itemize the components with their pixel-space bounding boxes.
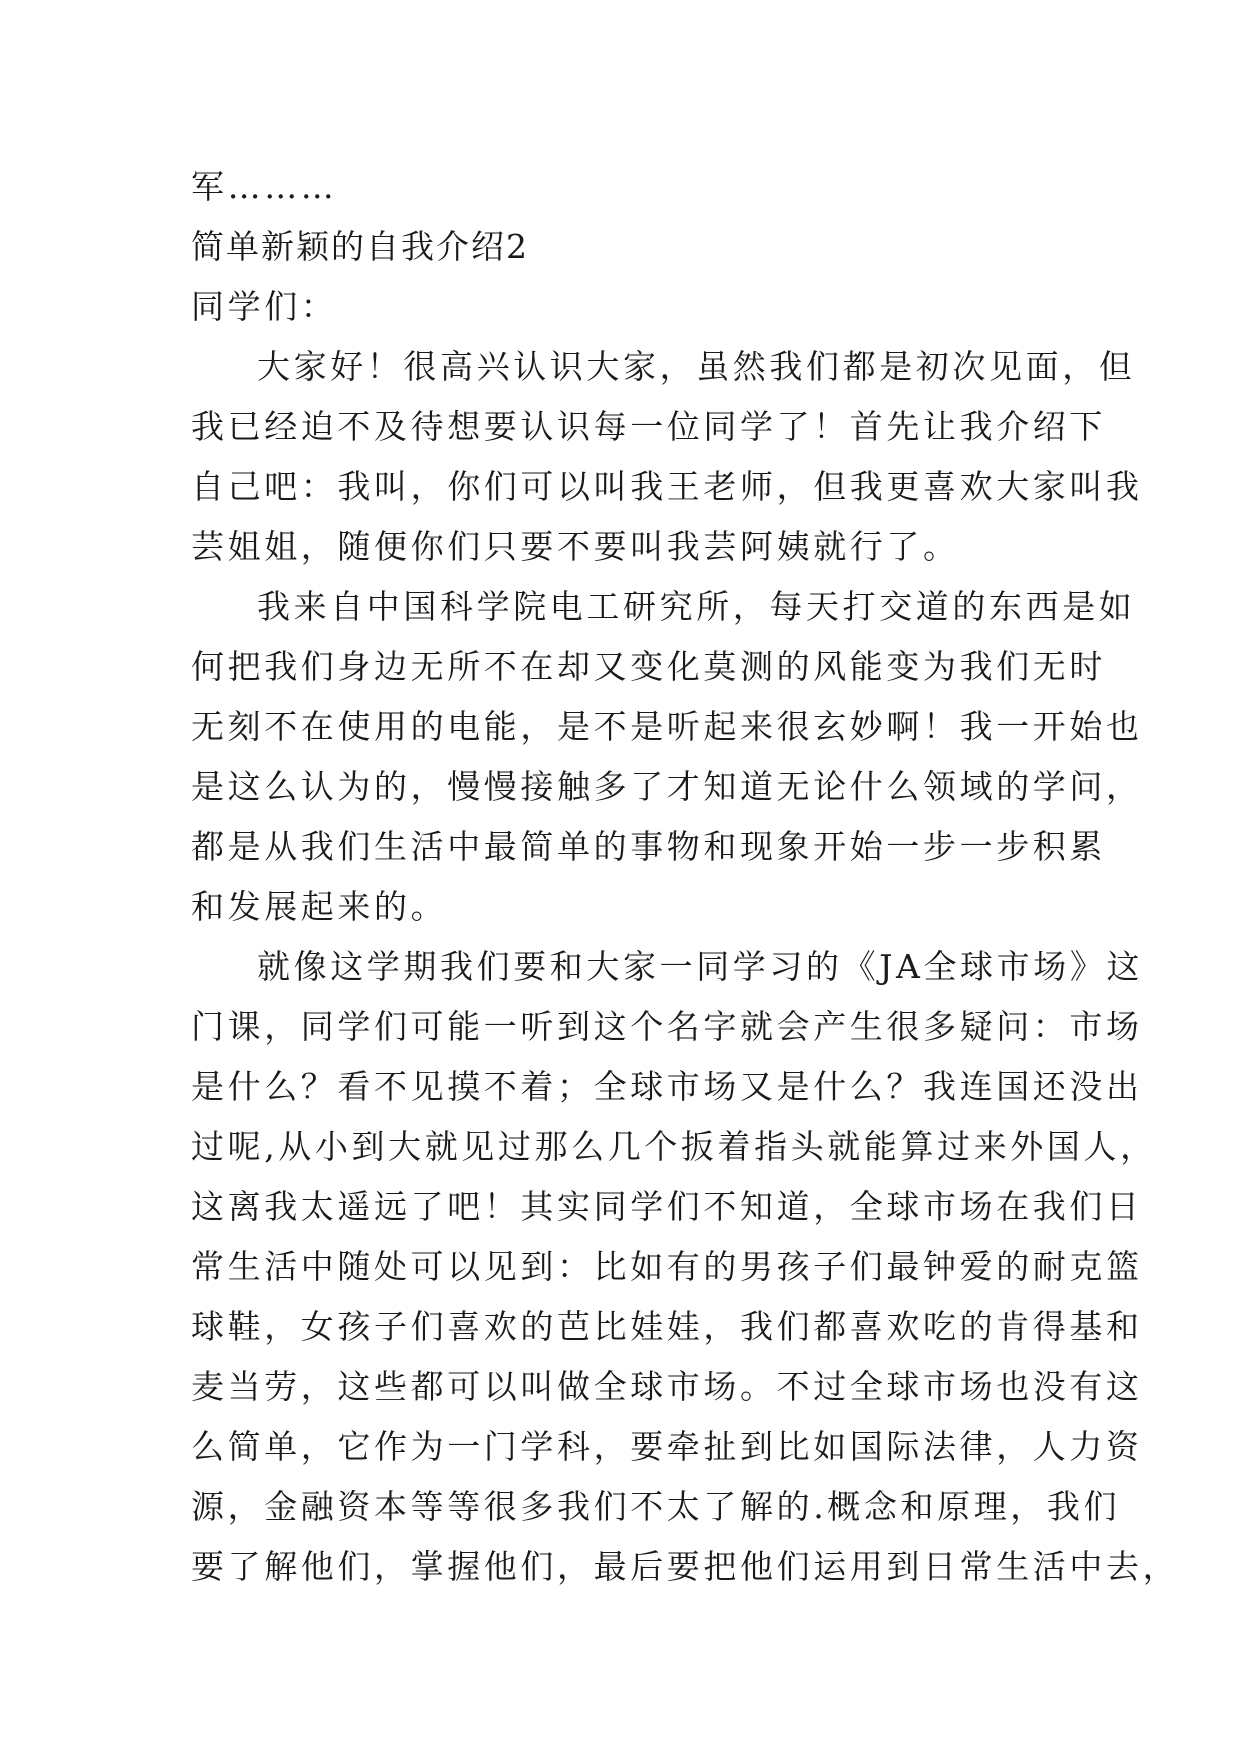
paragraph-2-line: 和发展起来的。 (191, 887, 448, 926)
paragraph-3-line: 这离我太遥远了吧！其实同学们不知道，全球市场在我们日 (191, 1187, 1143, 1226)
paragraph-3-line: 就像这学期我们要和大家一同学习的《JA全球市场》这 (257, 947, 1144, 986)
paragraph-3-line: 球鞋，女孩子们喜欢的芭比娃娃，我们都喜欢吃的肯得基和 (191, 1307, 1143, 1346)
paragraph-3-line: 要了解他们，掌握他们，最后要把他们运用到日常生活中去， (191, 1547, 1180, 1586)
paragraph-2-line: 无刻不在使用的电能，是不是听起来很玄妙啊！我一开始也 (191, 707, 1143, 746)
paragraph-3-line: 源，金融资本等等很多我们不太了解的.概念和原理，我们 (191, 1487, 1121, 1526)
paragraph-2-line: 是这么认为的，慢慢接触多了才知道无论什么领域的学问， (191, 767, 1143, 806)
salutation: 同学们： (191, 287, 338, 326)
paragraph-2-line: 何把我们身边无所不在却又变化莫测的风能变为我们无时 (191, 647, 1106, 686)
paragraph-1-line: 自己吧：我叫，你们可以叫我王老师，但我更喜欢大家叫我 (191, 467, 1143, 506)
paragraph-3-line: 门课，同学们可能一听到这个名字就会产生很多疑问：市场 (191, 1007, 1143, 1046)
paragraph-3-line: 么简单，它作为一门学科，要牵扯到比如国际法律，人力资 (191, 1427, 1143, 1466)
paragraph-1-line: 芸姐姐，随便你们只要不要叫我芸阿姨就行了。 (191, 527, 960, 566)
paragraph-3-line: 麦当劳，这些都可以叫做全球市场。不过全球市场也没有这 (191, 1367, 1143, 1406)
paragraph-2-line: 都是从我们生活中最简单的事物和现象开始一步一步积累 (191, 827, 1106, 866)
text-line: 军……… (191, 167, 338, 206)
paragraph-1-line: 我已经迫不及待想要认识每一位同学了！首先让我介绍下 (191, 407, 1106, 446)
paragraph-2-line: 我来自中国科学院电工研究所，每天打交道的东西是如 (257, 587, 1136, 626)
paragraph-1-line: 大家好！很高兴认识大家，虽然我们都是初次见面，但 (257, 347, 1136, 386)
paragraph-3-line: 是什么？看不见摸不着；全球市场又是什么？我连国还没出 (191, 1067, 1143, 1106)
paragraph-3-line: 过呢,从小到大就见过那么几个扳着指头就能算过来外国人， (191, 1127, 1157, 1166)
paragraph-3-line: 常生活中随处可以见到：比如有的男孩子们最钟爱的耐克篮 (191, 1247, 1143, 1286)
section-heading: 简单新颖的自我介绍2 (191, 227, 529, 266)
